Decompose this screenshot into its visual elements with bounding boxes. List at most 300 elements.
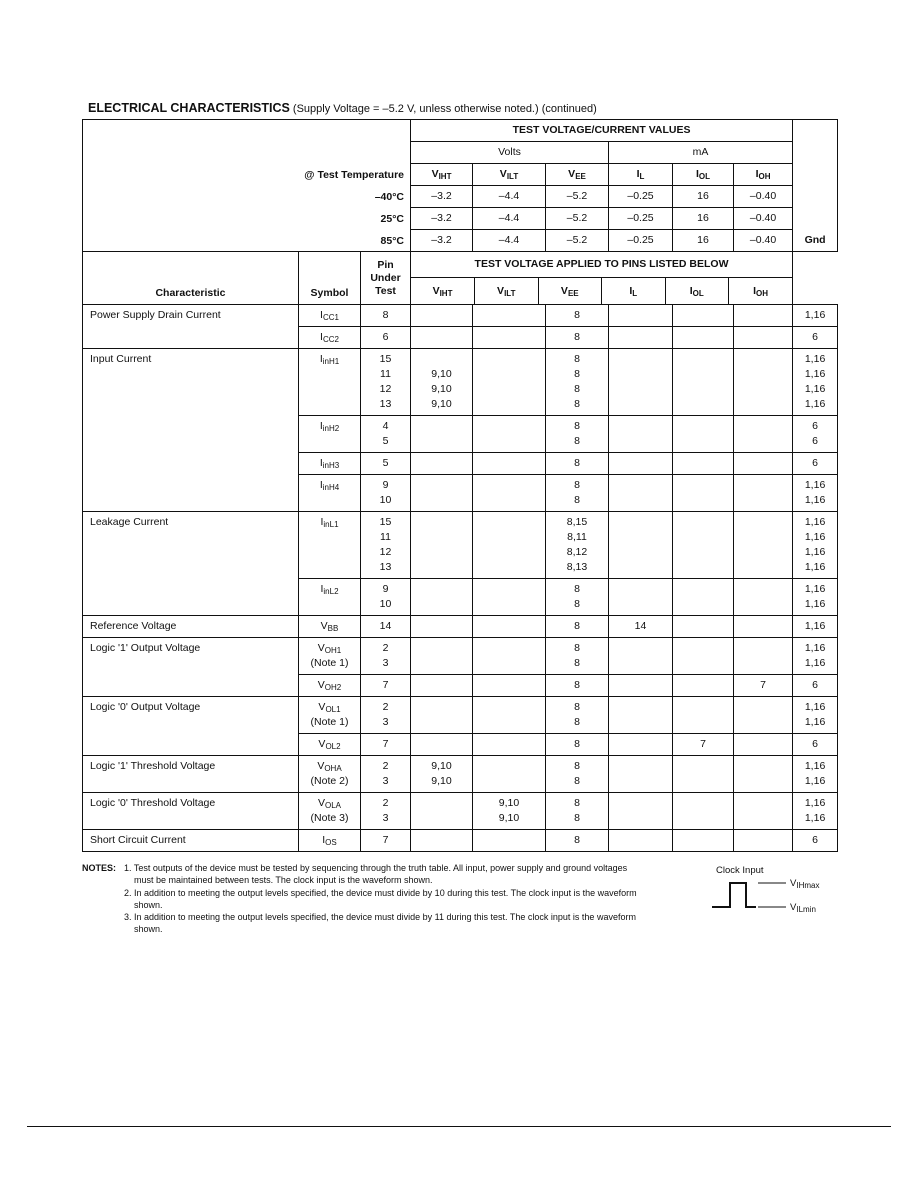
il-cell [609, 512, 673, 579]
pin-value: 2 [382, 760, 389, 772]
gnd-value: 1,16 [804, 546, 826, 558]
symbol-cell [299, 830, 361, 852]
gnd-value: 1,16 [804, 775, 826, 787]
il-cell [609, 416, 673, 453]
gnd-cell [793, 793, 838, 830]
pin-under-test [361, 675, 411, 697]
gnd-value: 6 [812, 738, 818, 750]
symbol-cell [299, 734, 361, 756]
vee-value: 8 [574, 479, 580, 491]
pin-value: 6 [382, 331, 389, 343]
clock-title: Clock Input [716, 865, 764, 876]
il-cell [609, 453, 673, 475]
test-values-section [83, 120, 838, 252]
vee-cell [546, 453, 609, 475]
test-value: –4.4 [473, 208, 546, 230]
vilt-cell [473, 475, 546, 512]
il-cell [609, 579, 673, 616]
symbol: $I_{inL2}$ [320, 583, 339, 596]
gnd-value: 1,16 [804, 701, 826, 713]
vilt-value: 9,10 [498, 797, 520, 809]
il-cell [609, 734, 673, 756]
viht-value [411, 352, 472, 367]
test-column-header: $V_{ILT}$ [473, 164, 546, 186]
vee-cell [546, 830, 609, 852]
notes-label: NOTES: [82, 863, 117, 873]
ioh-cell [734, 697, 793, 734]
viht-cell [411, 830, 473, 852]
clock-input-diagram [708, 865, 848, 925]
pin-value: 10 [379, 598, 392, 610]
pin-value: 4 [382, 420, 389, 432]
viht-value: 9,10 [431, 368, 452, 380]
characteristic-row [83, 756, 838, 793]
gnd-value: 1,16 [804, 797, 826, 809]
vee-cell [546, 327, 609, 349]
test-value: –0.40 [734, 230, 793, 252]
vee-value: 8,12 [566, 546, 588, 558]
vilt-cell [473, 579, 546, 616]
symbol-note: (Note 2) [310, 775, 349, 787]
viht-cell [411, 697, 473, 734]
vilt-cell [473, 697, 546, 734]
gnd-value: 1,16 [804, 583, 826, 595]
symbol: $V_{OHA}$ [317, 760, 342, 773]
viht-cell [411, 327, 473, 349]
gnd-value: 1,16 [804, 368, 826, 380]
section-subtitle: (Supply Voltage = –5.2 V, unless otherwise noted.) (continued) [292, 103, 597, 115]
characteristic-row [83, 638, 838, 675]
gnd-cell [793, 579, 838, 616]
characteristic-name: Short Circuit Current [83, 830, 299, 852]
gnd-cell [793, 756, 838, 793]
pin-value: 13 [379, 398, 392, 410]
vee-value: 8 [574, 368, 580, 380]
symbol: $V_{OH2}$ [317, 679, 342, 692]
vee-value: 8 [574, 583, 580, 595]
ioh-cell [734, 734, 793, 756]
vee-cell [546, 579, 609, 616]
symbol-cell [299, 327, 361, 349]
ioh-cell [734, 416, 793, 453]
symbol: $I_{inL1}$ [320, 516, 339, 529]
characteristic-name: Logic '1' Threshold Voltage [83, 756, 299, 793]
test-value: –3.2 [411, 186, 473, 208]
symbol: $V_{OLA}$ [317, 797, 342, 810]
iol-cell [673, 579, 734, 616]
viht-cell [411, 734, 473, 756]
gnd-cell [793, 305, 838, 327]
vee-value: 8,15 [566, 516, 588, 528]
vilt-cell [473, 616, 546, 638]
pin-under-test [361, 697, 411, 734]
viht-value: 9,10 [431, 775, 452, 787]
gnd-header: Gnd [804, 234, 826, 246]
symbol: $I_{CC1}$ [320, 309, 339, 322]
pin-value: 11 [380, 531, 391, 543]
pin-value: 8 [382, 309, 389, 321]
pin-value: 2 [382, 701, 389, 713]
pin-under-test [361, 327, 411, 349]
ioh-cell [734, 756, 793, 793]
vee-value: 8,13 [566, 561, 588, 573]
symbol: $V_{OL2}$ [318, 738, 341, 751]
pin-under-test [361, 512, 411, 579]
pin-under-test [361, 638, 411, 675]
vee-cell [546, 793, 609, 830]
characteristics-section [83, 252, 838, 852]
test-column-header: $I_{OL}$ [673, 164, 734, 186]
symbol: $V_{OL1}$ [318, 701, 341, 714]
characteristic-name: Logic '0' Output Voltage [83, 697, 299, 756]
pin-value: 3 [382, 657, 389, 669]
viht-cell [411, 349, 473, 416]
il-cell [609, 475, 673, 512]
characteristic-row [83, 830, 838, 852]
symbol-cell [299, 793, 361, 830]
gnd-value: 1,16 [804, 516, 826, 528]
vee-value: 8 [574, 775, 580, 787]
gnd-cell [793, 453, 838, 475]
applied-column-header: $V_{IHT}$ [432, 284, 453, 298]
vilt-cell [473, 756, 546, 793]
applied-column-header: $I_{OH}$ [729, 278, 793, 305]
pin-value: 12 [379, 546, 392, 558]
vee-value: 8 [574, 834, 580, 846]
characteristic-row [83, 697, 838, 734]
pin-value: 3 [382, 812, 389, 824]
viht-cell [411, 793, 473, 830]
viht-cell [411, 416, 473, 453]
gnd-value: 1,16 [804, 479, 826, 491]
pin-value: 5 [382, 435, 389, 447]
pin-under-test [361, 416, 411, 453]
applied-column-header: $V_{ILT}$ [475, 278, 539, 305]
gnd-value: 1,16 [804, 383, 826, 395]
gnd-value: 1,16 [804, 494, 826, 506]
iol-cell [673, 475, 734, 512]
ioh-cell [734, 638, 793, 675]
iol-cell [673, 638, 734, 675]
vee-cell [546, 675, 609, 697]
gnd-value: 6 [812, 331, 818, 343]
pin-value: 11 [380, 368, 391, 380]
symbol-note: (Note 1) [310, 716, 349, 728]
pin-value: 7 [382, 738, 389, 750]
symbol-cell [299, 512, 361, 579]
test-value: –5.2 [546, 230, 609, 252]
characteristic-row [83, 793, 838, 830]
characteristic-name: Reference Voltage [83, 616, 299, 638]
symbol: $I_{inH4}$ [319, 479, 340, 492]
footer-rule [27, 1126, 891, 1127]
vilt-cell [473, 675, 546, 697]
gnd-value: 1,16 [804, 620, 826, 632]
iol-cell [673, 675, 734, 697]
pin-value: 14 [379, 620, 392, 632]
pin-under-test [361, 475, 411, 512]
pin-under-test [361, 616, 411, 638]
iol-cell [673, 616, 734, 638]
applied-column-header: $V_{EE}$ [538, 278, 602, 305]
gnd-cell [793, 349, 838, 416]
note-item: 1. Test outputs of the device must be tested by sequencing through the truth table. All input, power supply and ground voltages must be maintained between tests. The clock input is the waveform shown. [124, 863, 628, 886]
vee-cell [546, 734, 609, 756]
pin-under-test [361, 349, 411, 416]
test-value: 16 [673, 208, 734, 230]
notes [82, 862, 642, 936]
symbol: $I_{inH2}$ [319, 420, 340, 433]
il-cell [609, 756, 673, 793]
ma-label: mA [609, 142, 793, 164]
vilmin-label: $V_{ILmin}$ [790, 902, 816, 914]
vee-cell [546, 512, 609, 579]
il-cell [609, 697, 673, 734]
symbol-cell [299, 349, 361, 416]
vihmax-label: $V_{IHmax}$ [790, 878, 820, 890]
test-value: –5.2 [546, 208, 609, 230]
gnd-cell [793, 475, 838, 512]
section-title: ELECTRICAL CHARACTERISTICS [88, 101, 290, 115]
iol-cell [673, 453, 734, 475]
ioh-value: 7 [760, 679, 766, 691]
iol-cell [673, 830, 734, 852]
vee-cell [546, 416, 609, 453]
applied-title: TEST VOLTAGE APPLIED TO PINS LISTED BELOW [411, 252, 792, 278]
viht-cell [411, 453, 473, 475]
iol-cell [673, 327, 734, 349]
symbol: $V_{OH1}$ [317, 642, 342, 655]
vee-value: 8 [574, 353, 580, 365]
vee-cell [546, 697, 609, 734]
test-value: –0.40 [734, 186, 793, 208]
temperature-label-cell [83, 120, 411, 252]
symbol-cell [299, 616, 361, 638]
iol-cell [673, 734, 734, 756]
symbol: $I_{OS}$ [322, 834, 337, 847]
gnd-value: 1,16 [804, 760, 826, 772]
gnd-value: 6 [812, 420, 818, 432]
iol-cell [673, 512, 734, 579]
vee-value: 8 [574, 657, 580, 669]
pin-value: 7 [382, 679, 389, 691]
gnd-value: 6 [812, 435, 818, 447]
gnd-value: 1,16 [804, 598, 826, 610]
symbol-cell [299, 697, 361, 734]
iol-cell [673, 793, 734, 830]
ioh-cell [734, 475, 793, 512]
viht-value: 9,10 [431, 398, 452, 410]
il-cell [609, 638, 673, 675]
gnd-value: 1,16 [804, 657, 826, 669]
pin-value: 10 [379, 494, 392, 506]
vee-value: 8,11 [567, 531, 587, 543]
symbol: $I_{inH3}$ [319, 457, 340, 470]
vee-value: 8 [574, 457, 580, 469]
vilt-cell [473, 638, 546, 675]
test-value: –3.2 [411, 230, 473, 252]
characteristic-name: Logic '1' Output Voltage [83, 638, 299, 697]
test-value: –4.4 [473, 186, 546, 208]
vee-value: 8 [574, 812, 580, 824]
pin-value: 13 [379, 561, 392, 573]
viht-cell [411, 616, 473, 638]
vee-cell [546, 616, 609, 638]
vee-value: 8 [574, 398, 580, 410]
vilt-value: 9,10 [498, 812, 520, 824]
gnd-value: 1,16 [804, 531, 826, 543]
vilt-cell [473, 453, 546, 475]
vee-cell [546, 349, 609, 416]
vilt-cell [473, 512, 546, 579]
pin-value: 2 [382, 797, 389, 809]
pin-value: 15 [379, 516, 392, 528]
gnd-value: 1,16 [804, 398, 826, 410]
vee-value: 8 [574, 309, 580, 321]
characteristic-header: Characteristic [83, 252, 299, 305]
vee-value: 8 [574, 679, 580, 691]
il-cell [609, 675, 673, 697]
gnd-cell [793, 512, 838, 579]
iol-cell [673, 756, 734, 793]
note-item: 3. In addition to meeting the output levels specified, the device must divide by 11 during this test. The clock input is the waveform shown. [124, 912, 636, 935]
pin-value: 9 [382, 479, 389, 491]
temperature-value: 85°C [380, 235, 405, 247]
iol-cell [673, 349, 734, 416]
pin-value: 2 [382, 642, 389, 654]
pin-under-test [361, 734, 411, 756]
vee-value: 8 [574, 494, 580, 506]
gnd-header-cell [793, 120, 838, 252]
applied-column-header: $I_L$ [602, 278, 666, 305]
symbol-header: Symbol [299, 252, 361, 305]
test-value: –3.2 [411, 208, 473, 230]
viht-cell [411, 512, 473, 579]
ioh-cell [734, 616, 793, 638]
iol-cell [673, 416, 734, 453]
test-value: –0.25 [609, 186, 673, 208]
gnd-value: 6 [812, 679, 818, 691]
symbol-cell [299, 756, 361, 793]
vee-value: 8 [574, 797, 580, 809]
pin-value: 5 [382, 457, 389, 469]
il-cell [609, 616, 673, 638]
viht-value: 9,10 [431, 760, 452, 772]
test-column-header: $V_{IHT}$ [411, 164, 473, 186]
pin-under-test [361, 453, 411, 475]
vilt-cell [473, 305, 546, 327]
characteristic-name: Leakage Current [83, 512, 299, 616]
gnd-cell [793, 675, 838, 697]
vilt-cell [473, 793, 546, 830]
vee-value: 8 [574, 620, 580, 632]
il-cell [609, 327, 673, 349]
ioh-cell [734, 579, 793, 616]
notes-list [82, 862, 642, 936]
applied-pins-header [411, 252, 793, 305]
section-heading [88, 101, 597, 115]
temperature-label: @ Test Temperature [304, 169, 405, 181]
pin-header-row [83, 252, 838, 305]
volts-label: Volts [411, 142, 609, 164]
characteristic-name: Power Supply Drain Current [83, 305, 299, 349]
test-column-header: $I_L$ [609, 164, 673, 186]
applied-column-header: $I_{OL}$ [665, 278, 729, 305]
pin-value: 7 [382, 834, 389, 846]
vee-cell [546, 305, 609, 327]
symbol-note: (Note 1) [310, 657, 349, 669]
test-value: –0.25 [609, 230, 673, 252]
symbol-cell [299, 638, 361, 675]
gnd-cell [793, 616, 838, 638]
gnd-value: 1,16 [804, 716, 826, 728]
characteristic-row [83, 305, 838, 327]
vilt-cell [473, 830, 546, 852]
il-cell [609, 305, 673, 327]
iol-cell [673, 305, 734, 327]
symbol-cell [299, 675, 361, 697]
ioh-cell [734, 793, 793, 830]
ioh-cell [734, 305, 793, 327]
symbol: $I_{CC2}$ [320, 331, 339, 344]
vee-value: 8 [574, 598, 580, 610]
vee-value: 8 [574, 701, 580, 713]
viht-cell [411, 675, 473, 697]
gnd-value: 1,16 [804, 309, 826, 321]
applied-subheader [411, 252, 792, 304]
vee-value: 8 [574, 642, 580, 654]
viht-value: 9,10 [431, 383, 452, 395]
gnd-value: 1,16 [804, 561, 826, 573]
characteristic-name: Logic '0' Threshold Voltage [83, 793, 299, 830]
il-cell [609, 349, 673, 416]
ioh-cell [734, 512, 793, 579]
pin-value: 3 [382, 716, 389, 728]
gnd-cell [793, 830, 838, 852]
test-value: –5.2 [546, 186, 609, 208]
il-value: 14 [634, 620, 647, 632]
test-column-header: $V_{EE}$ [546, 164, 609, 186]
pin-value: 9 [382, 583, 389, 595]
gnd-value: 1,16 [804, 812, 826, 824]
symbol-cell [299, 579, 361, 616]
vilt-cell [473, 416, 546, 453]
viht-cell [411, 638, 473, 675]
vilt-cell [473, 349, 546, 416]
test-value: –4.4 [473, 230, 546, 252]
temperature-value: 25°C [380, 213, 405, 225]
characteristic-row [83, 349, 838, 416]
pin-under-test [361, 305, 411, 327]
iol-cell [673, 697, 734, 734]
vee-value: 8 [574, 420, 580, 432]
gnd-cell [793, 638, 838, 675]
gnd-cell [793, 734, 838, 756]
electrical-characteristics-table [82, 119, 838, 852]
characteristic-name: Input Current [83, 349, 299, 512]
iol-value: 7 [700, 738, 706, 750]
clock-waveform-icon [708, 865, 848, 925]
vee-value: 8 [574, 738, 580, 750]
ioh-cell [734, 327, 793, 349]
characteristic-row [83, 512, 838, 579]
gnd-value: 6 [812, 457, 818, 469]
pin-under-test-header: Pin Under Test [361, 252, 411, 305]
ioh-cell [734, 675, 793, 697]
vee-cell [546, 475, 609, 512]
test-value: 16 [673, 230, 734, 252]
vee-cell [546, 756, 609, 793]
